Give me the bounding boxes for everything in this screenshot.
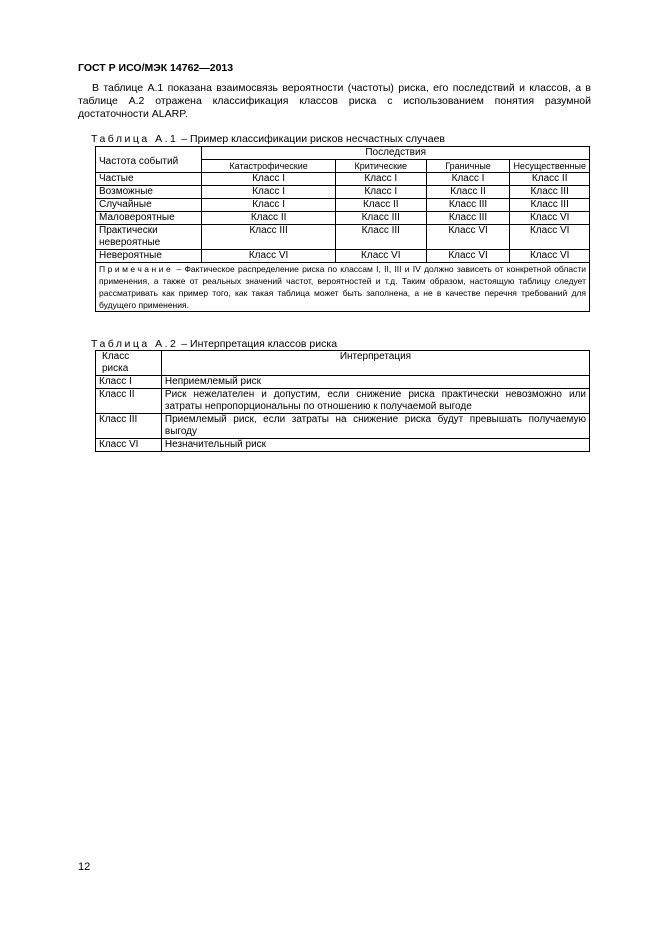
table1-caption-label: Таблица А.1 [91, 133, 179, 145]
table-cell: Класс II [335, 199, 426, 212]
interpretation-cell: Неприемлемый риск [161, 376, 589, 389]
intro-text: В таблице А.1 показана взаимосвязь вероятности (частоты) риска, его последствий и классов, а в таблице А.2 отражена классификация классов риска с использованием понятия разумной достаточности ALARP. [78, 82, 591, 120]
interpretation-header: Интерпретация [161, 351, 589, 376]
table-cell: Класс III [426, 212, 510, 225]
class-cell: Класс II [96, 389, 162, 414]
table-cell: Класс VI [510, 225, 590, 250]
table-row [96, 439, 590, 452]
note-label: Примечание [99, 264, 174, 274]
col-header-negligible: Несущественные [510, 160, 590, 173]
row-label: Маловероятные [96, 212, 202, 225]
table-row [96, 199, 590, 212]
class-cell: Класс VI [96, 439, 162, 452]
document-header: ГОСТ Р ИСО/МЭК 14762—2013 [78, 62, 234, 74]
note-text: – Фактическое распределение риска по классам I, II, III и IV должно зависеть от конкретной области применения, а также от реальных значений частот, вероятностей и т.д. Таким образом, настоящую таблицу следует рассматривать как пример того, как такая таблица может быть заполнена, а не в качестве перечня требований для будущего применения. [99, 264, 586, 310]
risk-classification-table [95, 146, 590, 312]
table-row [96, 212, 590, 225]
interpretation-cell: Приемлемый риск, если затраты на снижение риска будут превышать получаемую выгоду [161, 414, 589, 439]
table-row [96, 250, 590, 263]
page-number: 12 [78, 861, 91, 873]
table-cell: Класс III [426, 199, 510, 212]
table-row [96, 414, 590, 439]
table-cell: Класс I [335, 173, 426, 186]
row-label: Практически невероятные [96, 225, 202, 250]
table-cell: Класс III [510, 199, 590, 212]
table-cell: Класс III [510, 186, 590, 199]
table-row [96, 389, 590, 414]
col-header-marginal: Граничные [426, 160, 510, 173]
table2-caption [91, 338, 337, 350]
table-cell: Класс I [202, 173, 336, 186]
class-cell: Класс III [96, 414, 162, 439]
table-cell: Класс III [202, 225, 336, 250]
row-label: Возможные [96, 186, 202, 199]
row-label: Случайные [96, 199, 202, 212]
table-cell: Класс I [202, 186, 336, 199]
risk-interpretation-table [95, 350, 590, 452]
table-cell: Класс I [426, 173, 510, 186]
col-header-critical: Критические [335, 160, 426, 173]
table-cell: Класс II [510, 173, 590, 186]
table2-caption-label: Таблица А.2 [91, 338, 179, 350]
row-label: Невероятные [96, 250, 202, 263]
table-cell: Класс VI [426, 225, 510, 250]
table-row [96, 186, 590, 199]
row-label: Частые [96, 173, 202, 186]
interpretation-cell: Риск нежелателен и допустим, если снижение риска практически невозможно или затраты непропорциональны по отношению к получаемой выгоде [161, 389, 589, 414]
table1-note [96, 263, 590, 312]
table-cell: Класс VI [202, 250, 336, 263]
class-cell: Класс I [96, 376, 162, 389]
col-header-catastrophic: Катастрофические [202, 160, 336, 173]
table-cell: Класс VI [510, 212, 590, 225]
table-row [96, 376, 590, 389]
table-cell: Класс VI [426, 250, 510, 263]
table-cell: Класс II [426, 186, 510, 199]
table-cell: Класс VI [335, 250, 426, 263]
table-cell: Класс VI [510, 250, 590, 263]
table-cell: Класс III [335, 225, 426, 250]
table-cell: Класс I [335, 186, 426, 199]
table-row [96, 173, 590, 186]
table-cell: Класс I [202, 199, 336, 212]
table1-caption [91, 133, 445, 145]
table-cell: Класс II [202, 212, 336, 225]
consequences-header: Последствия [202, 147, 590, 160]
frequency-header: Частота событий [96, 147, 202, 173]
table2-caption-text: – Интерпретация классов риска [178, 338, 338, 350]
table1-caption-text: – Пример классификации рисков несчастных случаев [178, 133, 445, 145]
class-header: Класс риска [96, 351, 162, 376]
table-cell: Класс III [335, 212, 426, 225]
interpretation-cell: Незначительный риск [161, 439, 589, 452]
intro-paragraph [78, 82, 591, 121]
table-row [96, 225, 590, 250]
